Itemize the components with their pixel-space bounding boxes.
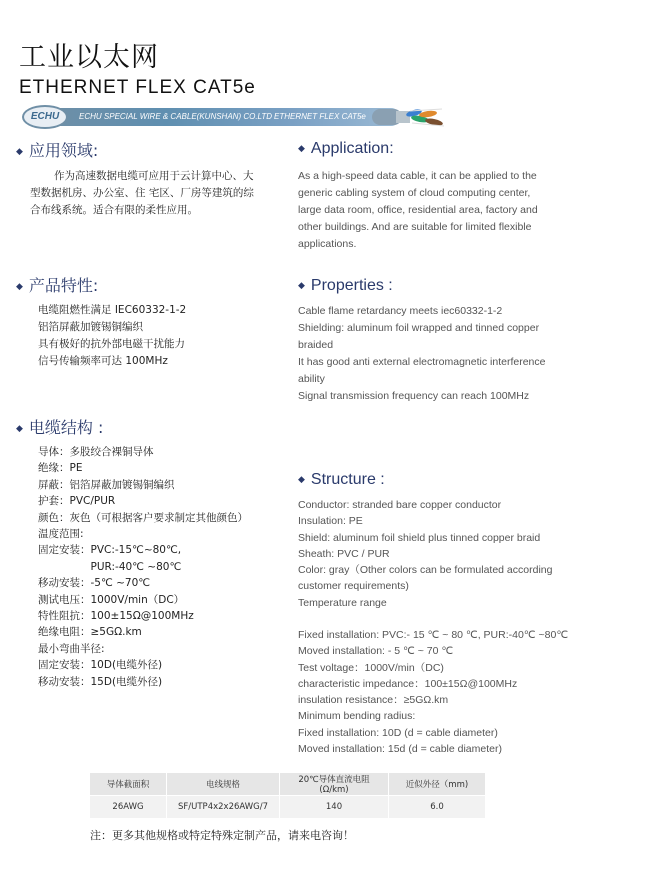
table-cell: 140	[280, 796, 389, 819]
structure-heading-en: ◆ Structure :	[298, 471, 385, 488]
text-line: Sheath: PVC / PUR	[298, 547, 390, 560]
properties-heading-en: ◆ Properties :	[298, 277, 393, 294]
text-line: customer requirements)	[298, 580, 409, 593]
text-line: Moved installation: - 5 ℃ ~ 70 ℃	[298, 645, 454, 658]
text-line: Conductor: stranded bare copper conductor	[298, 499, 502, 511]
diamond-bullet-icon: ◆	[16, 282, 23, 292]
text-line: 移动安装：15D(电缆外径)	[38, 675, 163, 688]
application-heading-cn: ◆ 应用领域:	[16, 141, 99, 160]
text-line: braided	[298, 339, 334, 351]
table-header-cell: 电线规格	[167, 773, 280, 796]
text-line: 铝箔屏蔽加镀锡铜编织	[38, 321, 143, 333]
text-line: applications.	[298, 238, 357, 250]
text-line: 具有极好的抗外部电磁干扰能力	[38, 338, 185, 350]
text-line: 颜色：灰色（可根据客户要求制定其他颜色）	[38, 511, 248, 524]
text-line: large data room, office, residential area, factory and	[298, 204, 538, 216]
text-line: Moved installation: 15d (d = cable diameter)	[298, 743, 502, 756]
table-cell: 6.0	[389, 796, 486, 819]
brand-banner	[22, 105, 446, 129]
page-title-cn: 工业以太网	[19, 42, 159, 73]
diamond-bullet-icon: ◆	[298, 474, 305, 484]
text-line: Shield: aluminum foil shield plus tinned copper braid	[298, 531, 541, 544]
properties-text-cn	[38, 302, 186, 370]
text-line: Shielding: aluminum foil wrapped and tinned copper	[298, 322, 540, 334]
text-line: 合布线系统。适合有限的柔性应用。	[30, 204, 198, 216]
text-line: 信号传输频率可达 100MHz	[38, 355, 168, 367]
text-line: 作为高速数据电缆可应用于云计算中心、大	[54, 170, 254, 182]
text-line: ability	[298, 373, 325, 385]
table-header-cell: 20℃导体直流电阻 (Ω/km)	[280, 773, 389, 796]
text-line: insulation resistance：≥5GΩ.km	[298, 694, 449, 707]
application-text-en	[298, 168, 538, 253]
table-cell: SF/UTP4x2x26AWG/7	[167, 796, 280, 819]
text-line: Insulation: PE	[298, 515, 363, 528]
table-cell: 26AWG	[90, 796, 167, 819]
diamond-bullet-icon: ◆	[298, 280, 305, 290]
text-line: 最小弯曲半径:	[38, 642, 105, 655]
application-text-cn	[30, 168, 254, 219]
page-title-en: ETHERNET FLEX CAT5e	[19, 77, 256, 98]
table-header-cell: 近似外径（mm)	[389, 773, 486, 796]
application-heading-en: ◆ Application:	[298, 140, 394, 157]
text-line: PUR:-40℃ ~80℃	[38, 560, 182, 573]
text-line: 绝缘电阻：≥5GΩ.km	[38, 626, 142, 639]
structure-text-cn	[38, 444, 248, 690]
properties-text-en	[298, 303, 545, 405]
text-line: It has good anti external electromagnetic interference	[298, 356, 546, 368]
text-line: 固定安装：10D(电缆外径)	[38, 659, 163, 672]
text-line: Temperature range	[298, 596, 387, 609]
text-line: 移动安装：-5℃ ~70℃	[38, 577, 151, 590]
diamond-bullet-icon: ◆	[16, 147, 23, 157]
text-line: 护套：PVC/PUR	[38, 495, 116, 508]
text-line: characteristic impedance：100±15Ω@100MHz	[298, 677, 518, 690]
banner-product-name: ETHERNET FLEX CAT5e	[274, 112, 366, 121]
properties-heading-cn: ◆ 产品特性:	[16, 276, 99, 295]
footer-note: 注：更多其他规格或特定特殊定制产品，请来电咨询！	[90, 829, 354, 842]
table-header-cell: 导体截面积	[90, 773, 167, 796]
text-line: generic cabling system of cloud computing center,	[298, 187, 531, 199]
diamond-bullet-icon: ◆	[16, 424, 23, 434]
text-line: Fixed installation: 10D (d = cable diameter)	[298, 726, 498, 739]
text-line: Color: gray（Other colors can be formulated according	[298, 564, 553, 577]
text-line: other buildings. And are suitable for limited flexible	[298, 221, 532, 233]
text-line: 测试电压：1000V/min（DC）	[38, 593, 185, 606]
text-line: 型数据机房、办公室、住 宅区、厂房等建筑的综	[30, 187, 254, 199]
text-line: Test voltage：1000V/min（DC)	[298, 661, 444, 674]
spec-table	[89, 772, 486, 819]
text-line: 导体：多股绞合裸铜导体	[38, 446, 154, 458]
text-line: Signal transmission frequency can reach 100MHz	[298, 390, 530, 402]
table-header-row	[90, 773, 486, 796]
text-line: 固定安装：PVC:-15℃~80℃,	[38, 544, 182, 557]
text-line: 屏蔽：铝箔屏蔽加镀锡铜编织	[38, 478, 175, 491]
structure-text-en-a	[298, 497, 552, 611]
text-line: Minimum bending radius:	[298, 710, 416, 723]
text-line: As a high-speed data cable, it can be applied to the	[298, 170, 537, 182]
text-line: 绝缘：PE	[38, 462, 83, 475]
diamond-bullet-icon: ◆	[298, 143, 305, 153]
text-line: Cable flame retardancy meets iec60332-1-2	[298, 305, 503, 317]
text-line: 电缆阻燃性满足 IEC60332-1-2	[38, 304, 187, 316]
company-logo: ECHU	[22, 105, 68, 129]
table-row	[90, 796, 486, 819]
text-line: 温度范围:	[38, 528, 84, 541]
cable-illustration-icon	[372, 105, 446, 129]
text-line: Fixed installation: PVC:- 15 ℃ ~ 80 ℃, PUR:-40℃ ~80℃	[298, 629, 569, 641]
structure-text-en-b	[298, 627, 646, 757]
text-line: 特性阻抗：100±15Ω@100MHz	[38, 610, 194, 623]
structure-heading-cn: ◆ 电缆结构 :	[16, 418, 104, 437]
banner-company-name: ECHU SPECIAL WIRE & CABLE(KUNSHAN) CO.LTD	[79, 112, 273, 121]
